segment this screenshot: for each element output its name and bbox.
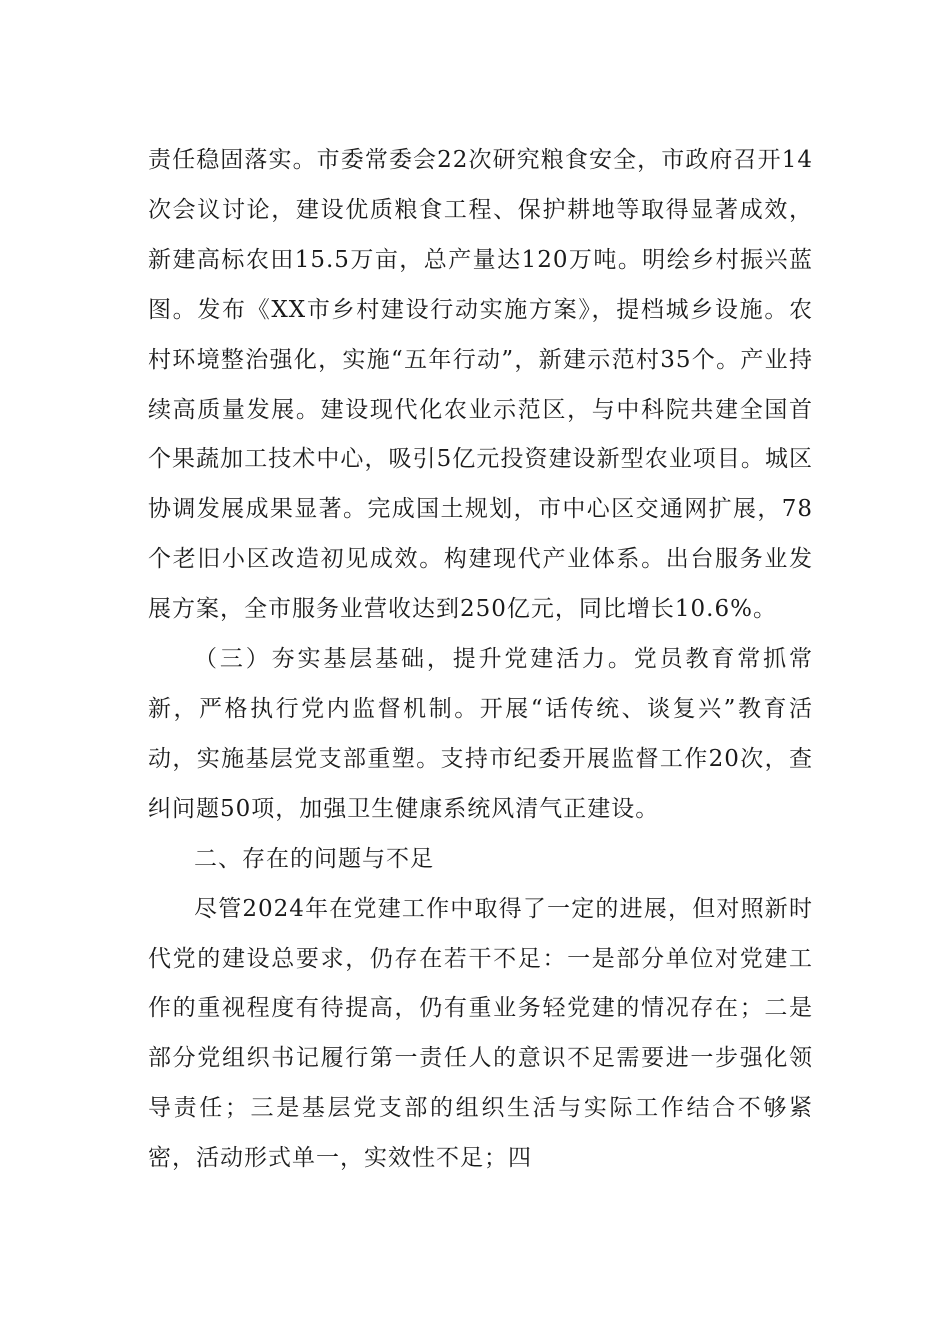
body-text — [148, 136, 813, 1184]
paragraph-section-three: （三）夯实基层基础，提升党建活力。党员教育常抓常新，严格执行党内监督机制。开展“话传统、谈复兴”教育活动，实施基层党支部重塑。支持市纪委开展监督工作20次，查纠问题50项，加强卫生健康系统风清气正建设。 — [148, 646, 813, 822]
paragraph-achievements-continued: 责任稳固落实。市委常委会22次研究粮食安全，市政府召开14次会议讨论，建设优质粮食工程、保护耕地等取得显著成效，新建高标农田15.5万亩，总产量达120万吨。明绘乡村振兴蓝图。发布《XX市乡村建设行动实施方案》，提档城乡设施。农村环境整治强化，实施“五年行动”，新建示范村35个。产业持续高质量发展。建设现代化农业示范区，与中科院共建全国首个果蔬加工技术中心，吸引5亿元投资建设新型农业项目。城区协调发展成果显著。完成国土规划，市中心区交通网扩展，78个老旧小区改造初见成效。构建现代产业体系。出台服务业发展方案，全市服务业营收达到250亿元，同比增长10.6%。 — [148, 147, 813, 623]
paragraph-problems: 尽管2024年在党建工作中取得了一定的进展，但对照新时代党的建设总要求，仍存在若干不足：一是部分单位对党建工作的重视程度有待提高，仍有重业务轻党建的情况存在；二是部分党组织书记履行第一责任人的意识不足需要进一步强化领导责任；三是基层党支部的组织生活与实际工作结合不够紧密，活动形式单一，实效性不足；四 — [148, 895, 813, 1172]
section-heading-problems: 二、存在的问题与不足 — [194, 845, 434, 872]
